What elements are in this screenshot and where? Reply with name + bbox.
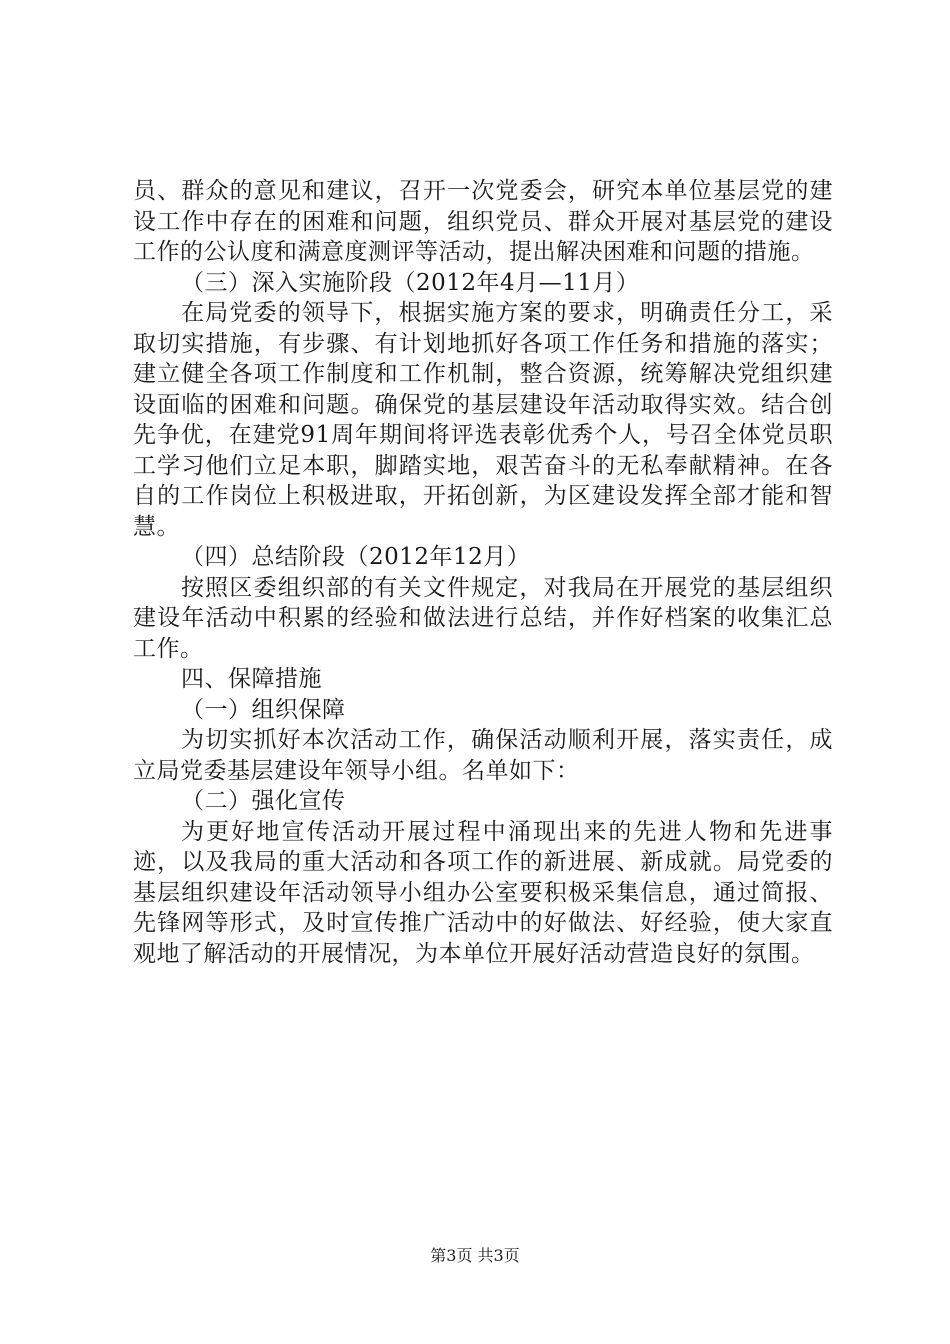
document-body	[133, 176, 833, 969]
paragraph-organization: 为切实抓好本次活动工作，确保活动顺利开展，落实责任，成立局党委基层建设年领导小组。名单如下：	[133, 727, 833, 784]
page-number-label: 第3页 共3页	[430, 1246, 520, 1265]
paragraph-continuation: 员、群众的意见和建议，召开一次党委会，研究本单位基层党的建设工作中存在的困难和问题，组织党员、群众开展对基层党的建设工作的公认度和满意度测评等活动，提出解决困难和问题的措施。	[133, 178, 833, 265]
section-heading-implementation: （三）深入实施阶段（2012年4月—11月）	[181, 269, 640, 296]
subheading-organization: （一）组织保障	[181, 696, 346, 723]
section-heading-safeguards: 四、保障措施	[181, 666, 322, 692]
page-footer	[0, 1243, 950, 1266]
paragraph-publicity: 为更好地宣传活动开展过程中涌现出来的先进人物和先进事迹，以及我局的重大活动和各项工作的新进展、新成就。局党委的基层组织建设年活动领导小组办公室要积极采集信息，通过简报、先锋网等形式，及时宣传推广活动中的好做法、好经验，使大家直观地了解活动的开展情况，为本单位开展好活动营造良好的氛围。	[133, 818, 833, 967]
paragraph-implementation: 在局党委的领导下，根据实施方案的要求，明确责任分工，采取切实措施，有步骤、有计划地抓好各项工作任务和措施的落实；建立健全各项工作制度和工作机制，整合资源，统筹解决党组织建设面临的困难和问题。确保党的基层建设年活动取得实效。结合创先争优，在建党91周年期间将评选表彰优秀个人，号召全体党员职工学习他们立足本职，脚踏实地，艰苦奋斗的无私奉献精神。在各自的工作岗位上积极进取，开拓创新，为区建设发挥全部才能和智慧。	[133, 300, 833, 540]
subheading-publicity: （二）强化宣传	[181, 788, 346, 814]
section-heading-summary: （四）总结阶段（2012年12月）	[181, 544, 531, 570]
paragraph-summary: 按照区委组织部的有关文件规定，对我局在开展党的基层组织建设年活动中积累的经验和做法进行总结，并作好档案的收集汇总工作。	[133, 574, 833, 662]
